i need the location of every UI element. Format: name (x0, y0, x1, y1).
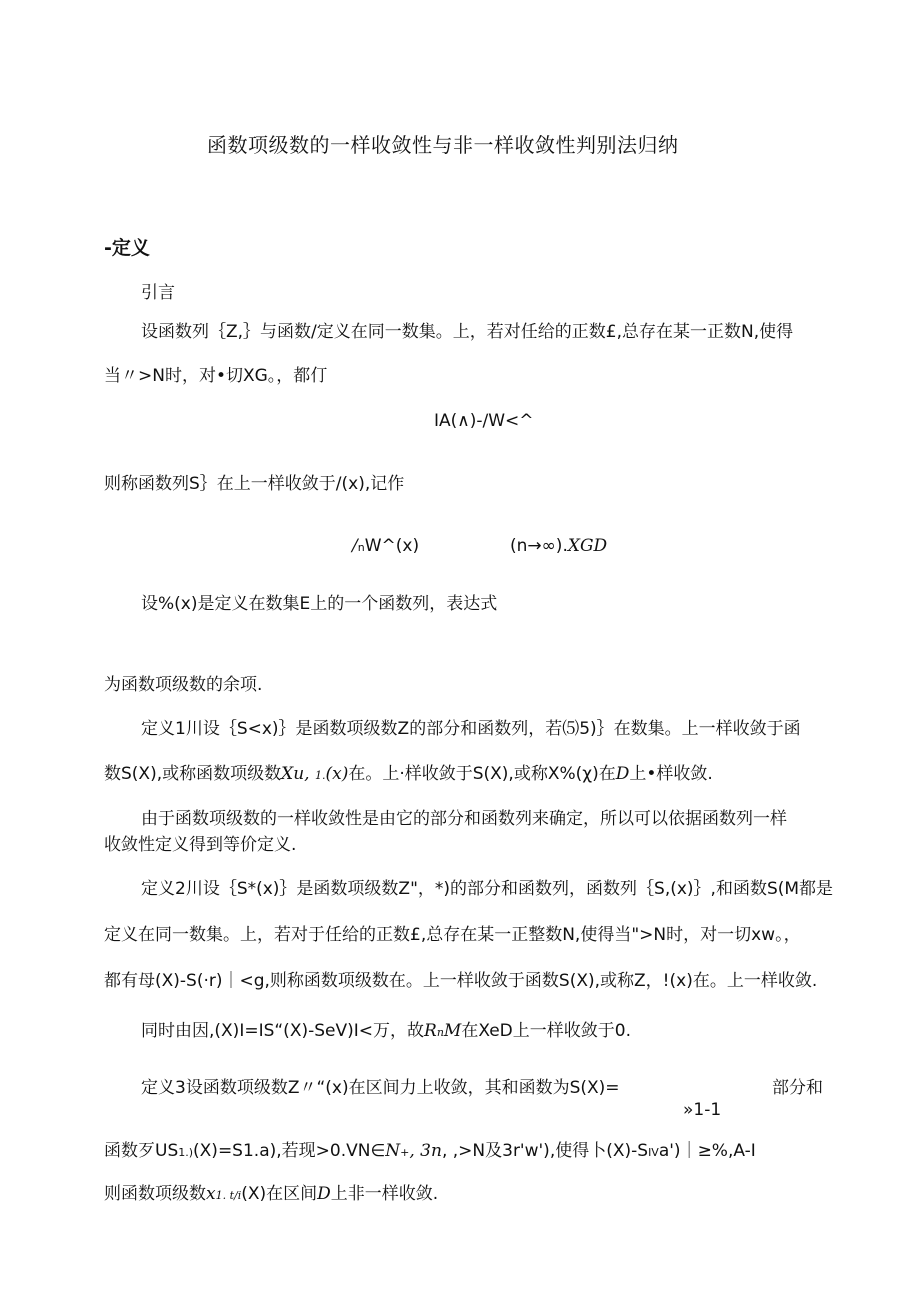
definition-3-line-3 (104, 1140, 756, 1164)
definition-3-text-f: (X)在区间 (241, 1184, 318, 1204)
paragraph-3: 设%(x)是定义在数集E上的一个函数列，表达式 (141, 594, 498, 614)
formula-2-subscript: n (357, 541, 365, 554)
definition-2-line-3: 都有母(X)-S(·r)｜<g,则称函数项级数在。上一样收敛于函数S(X),或称Z，!(x)在。上一样收敛. (104, 971, 818, 991)
paragraph-2: 则称函数列S｝在上一样收敛于/(x),记作 (104, 474, 405, 494)
definition-1-math-sub: 1. (314, 769, 326, 782)
definition-3-text-g: 上非一样收敛. (330, 1184, 439, 1204)
definition-3-sub-1: 1.) (178, 1146, 194, 1159)
definition-3-line-4 (104, 1183, 438, 1207)
section-heading-definition: -定义 (104, 237, 150, 259)
formula-2-limit: (n→∞). (510, 536, 568, 556)
definition-1-text-b: 在。上·样收敛于S(X),或称X%(χ)在 (348, 764, 616, 784)
definition-3-line-1: 定义3设函数项级数Z〃“(x)在区间力上收敛，其和函数为S(X)= (141, 1078, 620, 1098)
definition-3-text-c: , ,>N及3r'w'),使得卜(X)-S (441, 1141, 649, 1161)
doc-title: 函数项级数的一样收敛性与非一样收敛性判别法归纳 (207, 133, 679, 157)
definition-2-line-1: 定义2川设｛S*(x)｝是函数项级数Z"，*)的部分和函数列，函数列｛S,(x)｝,和函数S(M都是 (141, 879, 834, 899)
definition-3-text-b: (X)=S1.a),若现>0.VN∈ (193, 1141, 386, 1161)
formula-1: IA(∧)-∕W<^ (434, 411, 534, 431)
definition-3-under: »1-1 (683, 1100, 722, 1120)
definition-1-math-c: D (615, 764, 630, 784)
definition-3-sub-3: IV (648, 1146, 659, 1159)
intro-label: 引言 (141, 283, 175, 303)
definition-3-right: 部分和 (772, 1078, 823, 1098)
paragraph-6-math-m: M (443, 1021, 462, 1041)
paragraph-5-line-2: 收敛性定义得到等价定义. (104, 835, 297, 855)
paragraph-6-text-a: 同时由因,(X)I=IS“(X)-SeV)I<万，故 (141, 1021, 424, 1041)
paragraph-5-line-1: 由于函数项级数的一样收敛性是由它的部分和函数列来确定，所以可以依据函数列一样 (141, 809, 787, 829)
paragraph-4: 为函数项级数的余项. (104, 675, 263, 695)
definition-3-text-d: a')｜≥%,A-I (658, 1141, 756, 1161)
definition-1-text-c: 上•样收敛. (629, 764, 713, 784)
definition-3-math-d: D (317, 1184, 331, 1204)
definition-3-sub-4: 1. t/i (215, 1189, 242, 1202)
paragraph-6 (141, 1020, 631, 1044)
definition-2-line-2: 定义在同一数集。上，若对于任给的正数£,总存在某一正整数N,使得当">N时，对一切xw。， (104, 925, 801, 945)
definition-3-math-n: N (385, 1141, 401, 1161)
definition-1-math-a: Xu, (281, 764, 315, 784)
definition-1-math-b: (x) (325, 764, 349, 784)
formula-2-left (352, 535, 419, 559)
formula-2-prefix: / (352, 536, 358, 556)
paragraph-6-math-sub: n (436, 1026, 444, 1039)
formula-2-rest: W^(x) (364, 536, 420, 556)
formula-2-domain: XGD (567, 536, 608, 556)
definition-1-line-2 (104, 763, 713, 787)
paragraph-1-line-1: 设函数列｛Z,｝与函数/定义在同一数集。上，若对任给的正数£,总存在某一正数N,使得 (141, 322, 794, 342)
definition-3-text-e: 则函数项级数 (104, 1184, 206, 1204)
paragraph-6-text-b: 在XeD上一样收敛于0. (461, 1021, 631, 1041)
definition-3-sub-2: + (400, 1146, 410, 1159)
definition-3-math-x: x (206, 1184, 216, 1204)
formula-2-right (510, 535, 607, 557)
definition-1-text-a: 数S(X),或称函数项级数 (104, 764, 282, 784)
paragraph-1-line-2: 当〃>N时，对•切XG。，都仃 (104, 366, 328, 386)
definition-1-line-1: 定义1川设｛S<x)｝是函数项级数Z的部分和函数列，若⑸5)｝在数集。上一样收敛于函 (141, 719, 801, 739)
definition-3-math-3n: , 3n (409, 1141, 442, 1161)
definition-3-text-a: 函数歹US (104, 1141, 179, 1161)
paragraph-6-math-r: R (424, 1021, 437, 1041)
